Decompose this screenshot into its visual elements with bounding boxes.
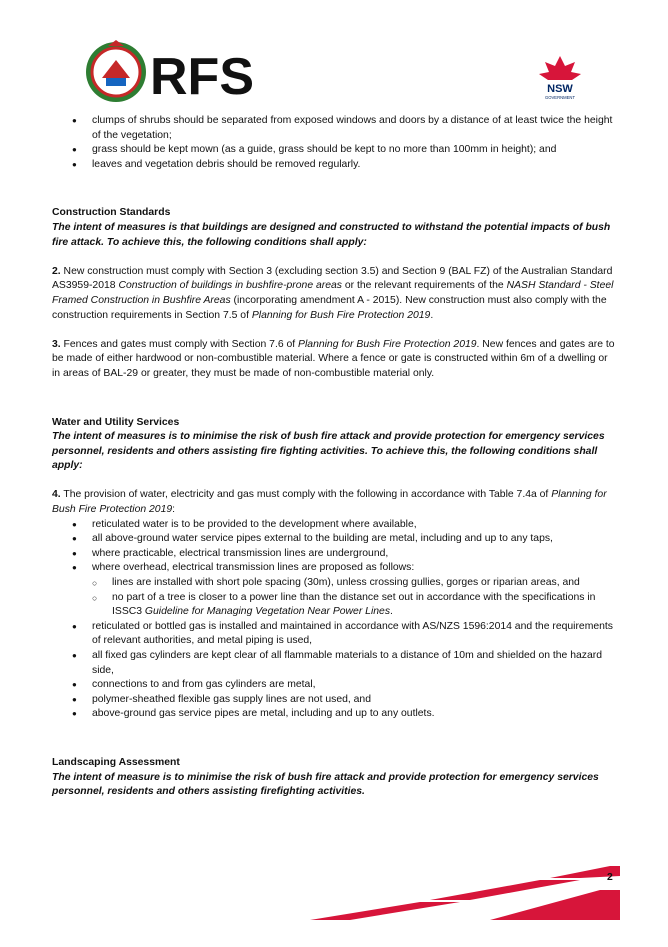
list-item: ● leaves and vegetation debris should be removed regularly. xyxy=(52,158,618,173)
footer-stripes-graphic xyxy=(310,862,620,922)
nsw-government-logo xyxy=(535,54,585,102)
construction-standards-heading: Construction Standards xyxy=(52,207,171,219)
overhead-lines-sublist xyxy=(52,576,618,620)
intro-bullet-list xyxy=(52,114,618,172)
sub-list-item: ○ lines are installed with short pole spacing (30m), unless crossing gullies, gorges or riparian areas, and xyxy=(52,576,618,591)
list-item: ● reticulated water is to be provided to the development where available, xyxy=(52,518,618,533)
list-item: ● polymer-sheathed flexible gas supply lines are not used, and xyxy=(52,693,618,708)
utility-bullet-list xyxy=(52,518,618,722)
rfs-logo xyxy=(82,38,260,106)
list-item: ● clumps of shrubs should be separated from exposed windows and doors by a distance of at least twice the height of the vegetation; xyxy=(52,114,618,143)
svg-text:NSW: NSW xyxy=(547,83,573,95)
sub-list-item: ○ no part of a tree is closer to a power line than the distance set out in accordance with the specifications in ISSC3 Guideline for Managing Vegetation Near Power Lines. xyxy=(52,591,618,620)
list-item: ● where overhead, electrical transmission lines are proposed as follows: ○ lines are installed with short pole spacing (30m), unless crossing gullies, gorges or riparian areas, and ○ no part of a tree is closer to a power line than the distance set out in accordance with the specifications in ISSC3 Guideline for Managing Vegetation Near Power Lines. xyxy=(52,561,618,619)
landscaping-heading: Landscaping Assessment xyxy=(52,756,180,768)
condition-4: 4. The provision of water, electricity and gas must comply with the following in accordance with Table 7.4a of Planning for Bush Fire Protection 2019: xyxy=(52,489,607,516)
list-item: ● all above-ground water service pipes external to the building are metal, including and up to any taps, xyxy=(52,532,618,547)
water-intent: The intent of measures is to minimise the risk of bush fire attack and provide protection for emergency services personnel, residents and others assisting fire fighting activities. To achieve this, the following conditions shall apply: xyxy=(52,431,605,472)
list-item: ● connections to and from gas cylinders are metal, xyxy=(52,678,618,693)
condition-3: 3. Fences and gates must comply with Section 7.6 of Planning for Bush Fire Protection 2019. New fences and gates are to be made of either hardwood or non-combustible material. Where a fence or gate is constructed within 6m of a dwelling or in areas of BAL-29 or greater, they must be made of non-combustible material only. xyxy=(52,338,615,379)
list-item: ● above-ground gas service pipes are metal, including and up to any outlets. xyxy=(52,707,618,722)
svg-text:GOVERNMENT: GOVERNMENT xyxy=(544,95,576,100)
list-item: ● reticulated or bottled gas is installed and maintained in accordance with AS/NZS 1596:2014 and the requirements of relevant authorities, and metal piping is used, xyxy=(52,620,618,649)
list-item: ● where practicable, electrical transmission lines are underground, xyxy=(52,547,618,562)
svg-text:RFS: RFS xyxy=(150,48,254,106)
document-body xyxy=(52,114,618,800)
construction-intent: The intent of measures is that buildings are designed and constructed to withstand the potential impacts of bush fire attack. To achieve this, the following conditions shall apply: xyxy=(52,221,611,248)
list-item: ● all fixed gas cylinders are kept clear of all flammable materials to a distance of 10m and shielded on the hazard side, xyxy=(52,649,618,678)
condition-2: 2. New construction must comply with Section 3 (excluding section 3.5) and Section 9 (BAL FZ) of the Australian Standard AS3959-2018 Construction of buildings in bushfire-prone areas or the relevant requirements of the NASH Standard - Steel Framed Construction in Bushfire Areas (incorporating amendment A - 2015). New construction must also comply with the construction requirements in Section 7.5 of Planning for Bush Fire Protection 2019. xyxy=(52,265,614,321)
page-number: 2 xyxy=(607,872,613,883)
list-item: ● grass should be kept mown (as a guide, grass should be kept to no more than 100mm in height); and xyxy=(52,143,618,158)
landscaping-intent: The intent of measure is to minimise the risk of bush fire attack and provide protection for emergency services personnel, residents and others assisting firefighting activities. xyxy=(52,771,599,798)
water-utility-heading: Water and Utility Services xyxy=(52,416,180,428)
